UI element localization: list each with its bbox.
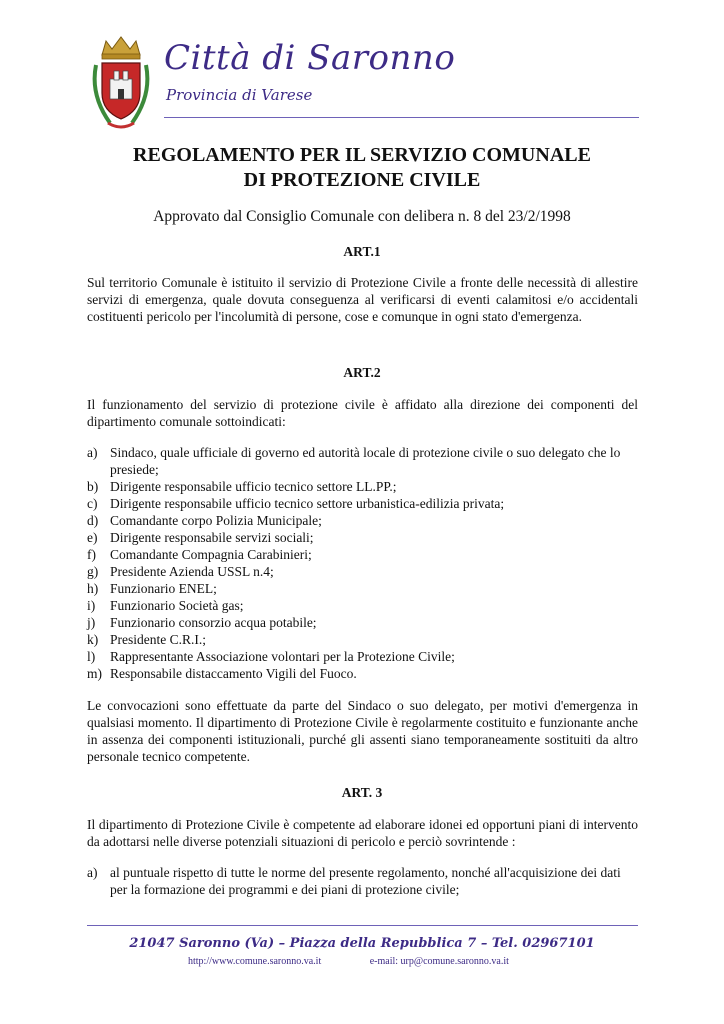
art2-closing: Le convocazioni sono effettuate da parte del Sindaco o suo delegato, per motivi d'emergenza in qualsiasi momento. Il dipartimento di Protezione Civile è regolarmente costituito e funzionante anche in assenza dei componenti istituzionali, purché gli assenti siano temporaneamente sostituiti da altro personale tecnico competente. [87, 698, 638, 764]
list-item-text: Funzionario Società gas; [110, 598, 244, 613]
footer-address: 21047 Saronno (Va) – Piazza della Repubblica 7 – Tel. 02967101 [129, 936, 595, 951]
list-item-label: m) [87, 666, 102, 681]
list-item-text: Comandante corpo Polizia Municipale; [110, 513, 322, 528]
list-item-text: Funzionario consorzio acqua potabile; [110, 615, 317, 630]
header-divider [164, 117, 639, 118]
list-item [87, 546, 638, 563]
list-item-label: b) [87, 479, 99, 494]
list-item [87, 631, 638, 648]
list-item [87, 495, 638, 512]
art1-heading: ART.1 [343, 244, 381, 259]
list-item-label: f) [87, 547, 96, 562]
list-item [87, 512, 638, 529]
list-item [87, 665, 638, 682]
province-name: Provincia di Varese [166, 86, 313, 104]
art2-list [87, 444, 638, 682]
footer-divider [87, 925, 638, 926]
list-item-label: c) [87, 496, 98, 511]
city-name: Città di Saronno [164, 38, 456, 78]
art2-intro: Il funzionamento del servizio di protezione civile è affidato alla direzione dei componenti del dipartimento comunale sottoindicati: [87, 397, 638, 429]
art3-intro: Il dipartimento di Protezione Civile è competente ad elaborare idonei ed opportuni piani di intervento da adottarsi nelle diverse potenziali situazioni di pericolo e perciò sovrintende : [87, 817, 638, 849]
footer-contacts [188, 956, 555, 967]
list-item [87, 580, 638, 597]
city-coat-of-arms-icon [88, 35, 154, 131]
list-item-text: Rappresentante Associazione volontari per la Protezione Civile; [110, 649, 455, 664]
list-item-label: i) [87, 598, 96, 613]
list-item-text: Presidente C.R.I.; [110, 632, 206, 647]
list-item-label: e) [87, 530, 98, 545]
letterhead [0, 0, 724, 130]
art1-text: Sul territorio Comunale è istituito il servizio di Protezione Civile a fronte delle necessità di allestire servizi di emergenza, quale dovuta conseguenza al verificarsi di eventi calamitosi e/o accidentali costituenti pericolo per l'incolumità di persone, cose e comunque in ogni stato d'emergenza. [87, 275, 638, 324]
list-item [87, 648, 638, 665]
list-item-text: Dirigente responsabile servizi sociali; [110, 530, 314, 545]
list-item-label: d) [87, 513, 99, 528]
list-item-text: Sindaco, quale ufficiale di governo ed autorità locale di protezione civile o suo delegato che lo presiede; [110, 445, 621, 477]
list-item-text: Responsabile distaccamento Vigili del Fuoco. [110, 666, 357, 681]
list-item-text: Comandante Compagnia Carabinieri; [110, 547, 312, 562]
art3-heading: ART. 3 [341, 785, 383, 800]
title-line-1: REGOLAMENTO PER IL SERVIZIO COMUNALE [133, 144, 591, 166]
title-line-2: DI PROTEZIONE CIVILE [243, 169, 481, 191]
list-item-label: k) [87, 632, 99, 647]
approval-note: Approvato dal Consiglio Comunale con delibera n. 8 del 23/2/1998 [153, 208, 571, 225]
list-item [87, 529, 638, 546]
list-item-label: a) [87, 445, 98, 460]
document-title [0, 143, 724, 193]
list-item-text: Dirigente responsabile ufficio tecnico settore urbanistica-edilizia privata; [110, 496, 505, 511]
list-item [87, 864, 638, 898]
list-item [87, 478, 638, 495]
list-item [87, 563, 638, 580]
art2-heading: ART.2 [343, 365, 381, 380]
list-item [87, 597, 638, 614]
list-item-text: Funzionario ENEL; [110, 581, 217, 596]
list-item-text: Dirigente responsabile ufficio tecnico settore LL.PP.; [110, 479, 397, 494]
list-item-text: Presidente Azienda USSL n.4; [110, 564, 274, 579]
list-item-label: l) [87, 649, 96, 664]
list-item-label: j) [87, 615, 96, 630]
email-link[interactable]: e-mail: urp@comune.saronno.va.it [369, 956, 509, 967]
website-link[interactable]: http://www.comune.saronno.va.it [188, 956, 322, 967]
art3-list [87, 864, 638, 898]
list-item-label: g) [87, 564, 99, 579]
list-item [87, 614, 638, 631]
list-item [87, 444, 638, 478]
list-item-label: h) [87, 581, 99, 596]
list-item-label: a) [87, 865, 98, 880]
list-item-text: al puntuale rispetto di tutte le norme del presente regolamento, nonché all'acquisizione dei dati per la formazione dei programmi e dei piani di protezione civile; [110, 865, 621, 897]
